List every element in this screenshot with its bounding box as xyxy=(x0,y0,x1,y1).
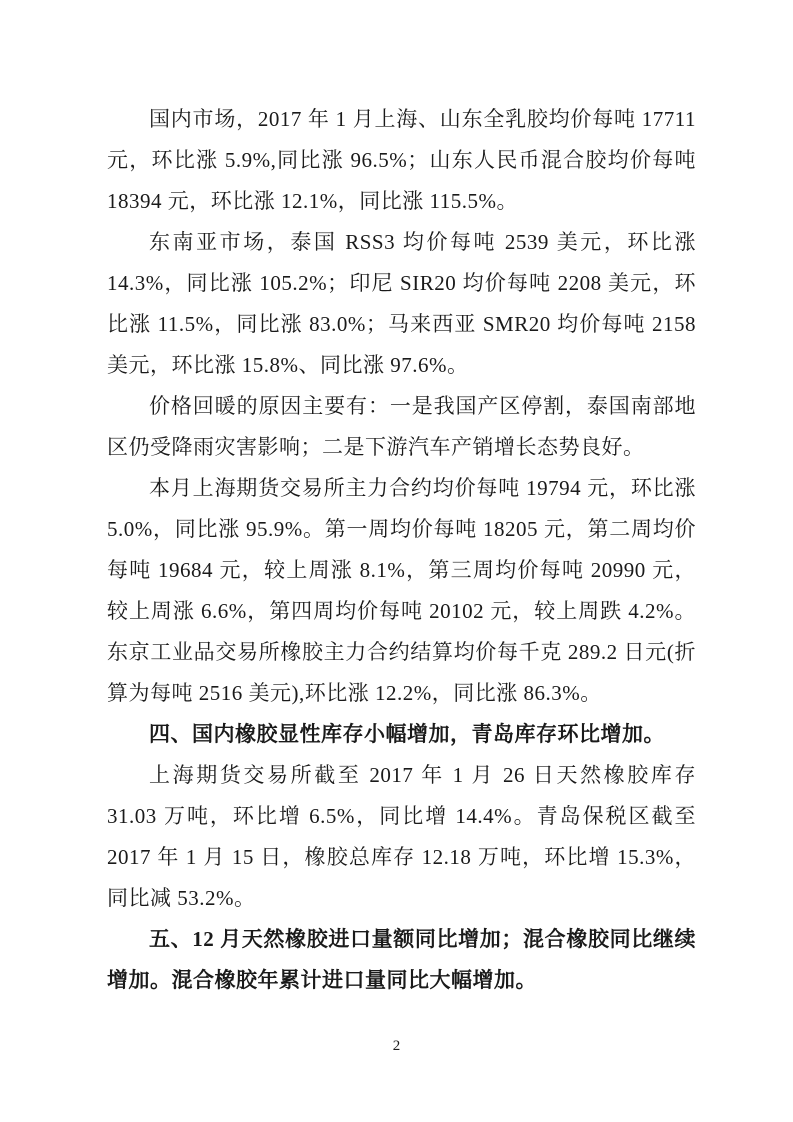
paragraph-price-recovery-reasons: 价格回暖的原因主要有：一是我国产区停割，泰国南部地区仍受降雨灾害影响；二是下游汽车产销增长态势良好。 xyxy=(107,394,696,459)
paragraph-inventory-details: 上海期货交易所截至 2017 年 1 月 26 日天然橡胶库存 31.03 万吨，环比增 6.5%，同比增 14.4%。青岛保税区截至 2017 年 1 月 15 日，橡胶总库存 12.18 万吨，环比增 15.3%，同比减 53.2%。 xyxy=(107,763,696,910)
document-body xyxy=(107,99,696,1001)
paragraph-domestic-market: 国内市场，2017 年 1 月上海、山东全乳胶均价每吨 17711 元，环比涨 5.9%,同比涨 96.5%；山东人民币混合胶均价每吨 18394 元，环比涨 12.1%，同比涨 115.5%。 xyxy=(107,107,697,213)
section-heading-4-inventory: 四、国内橡胶显性库存小幅增加，青岛库存环比增加。 xyxy=(149,722,665,746)
section-heading-5-imports: 五、12 月天然橡胶进口量额同比增加；混合橡胶同比继续增加。混合橡胶年累计进口量同比大幅增加。 xyxy=(107,927,696,992)
paragraph-southeast-asia-market: 东南亚市场，泰国 RSS3 均价每吨 2539 美元，环比涨 14.3%，同比涨 105.2%；印尼 SIR20 均价每吨 2208 美元，环比涨 11.5%，同比涨 83.0%；马来西亚 SMR20 均价每吨 2158 美元，环比涨 15.8%、同比涨 97.6%。 xyxy=(107,230,696,377)
page-number: 2 xyxy=(392,1038,401,1054)
paragraph-futures-exchange-prices: 本月上海期货交易所主力合约均价每吨 19794 元，环比涨 5.0%，同比涨 95.9%。第一周均价每吨 18205 元，第二周均价每吨 19684 元，较上周涨 8.1%，第三周均价每吨 20990 元，较上周涨 6.6%，第四周均价每吨 20102 元，较上周跌 4.2%。东京工业品交易所橡胶主力合约结算均价每千克 289.2 日元(折算为每吨 2516 美元),环比涨 12.2%，同比涨 86.3%。 xyxy=(107,476,696,705)
